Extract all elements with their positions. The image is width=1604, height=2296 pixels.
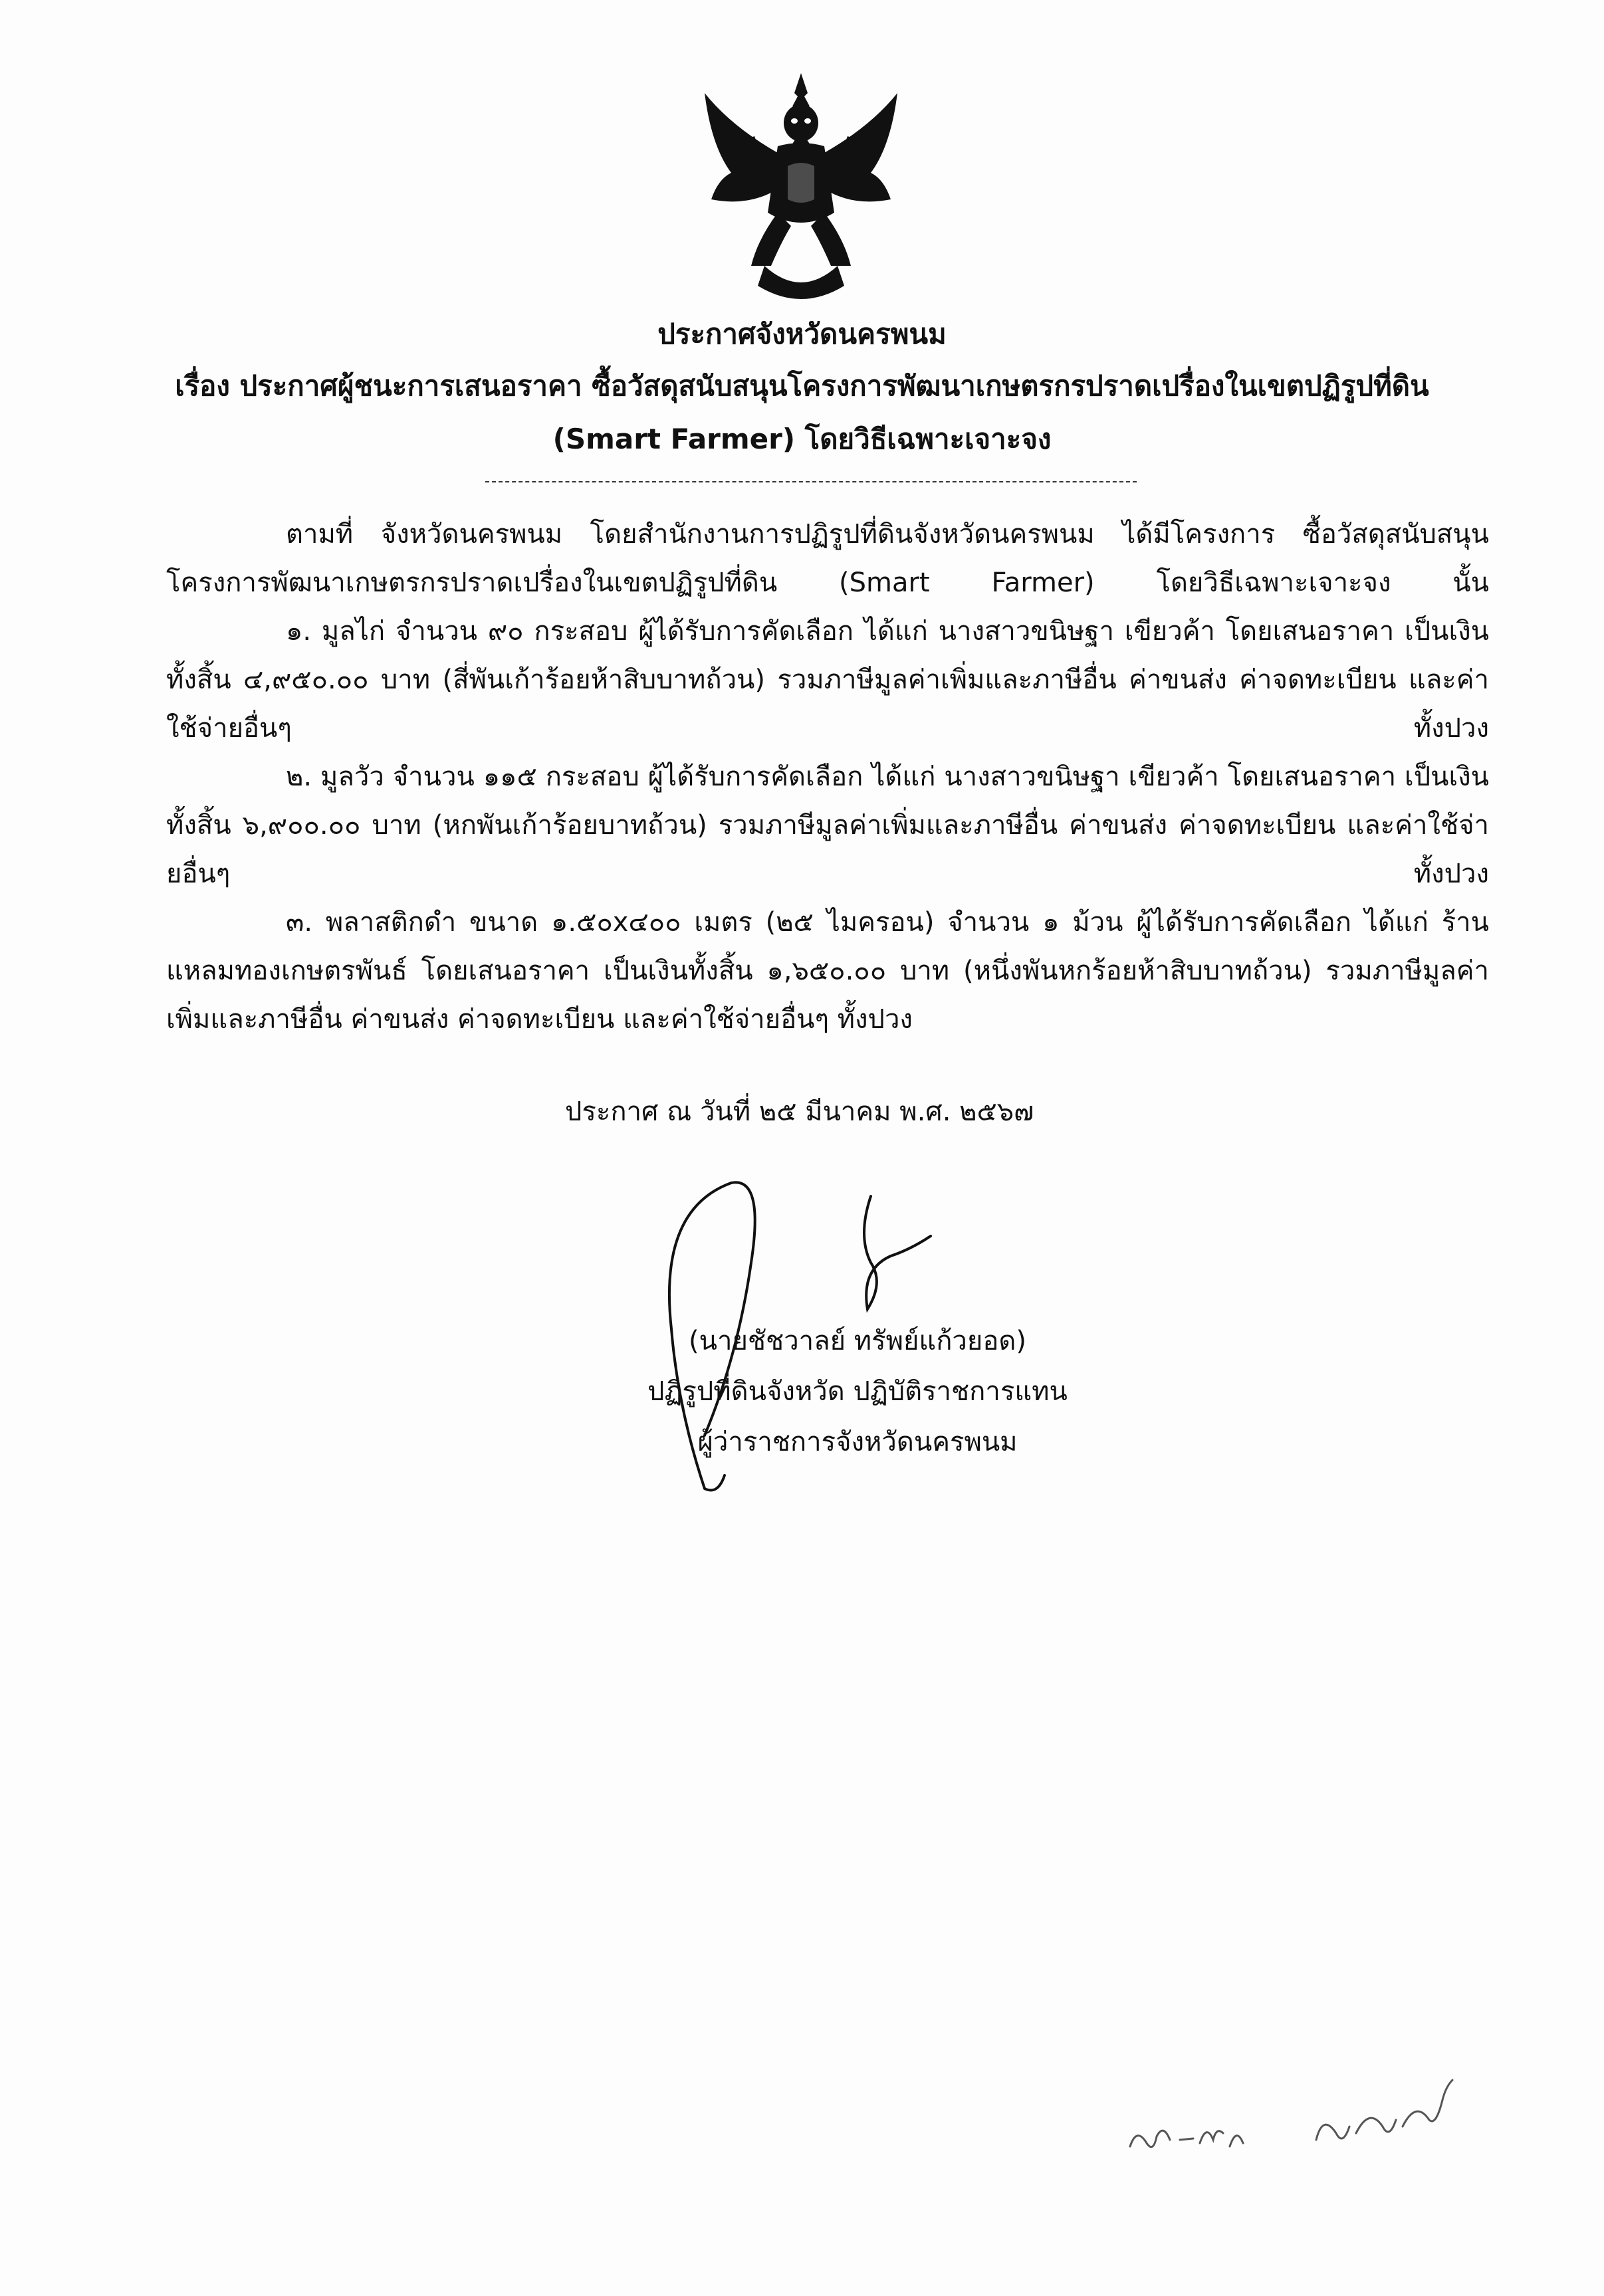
document-title: ประกาศจังหวัดนครพนม xyxy=(657,318,947,350)
item-paragraph-2: ๒. มูลวัว จำนวน ๑๑๕ กระสอบ ผู้ได้รับการคัดเลือก ได้แก่ นางสาวขนิษฐา เขียวค้า โดยเสนอราคา เป็นเงินทั้งสิ้น ๖,๙๐๐.๐๐ บาท (หกพันเก้าร้อยบาทถ้วน) รวมภาษีมูลค่าเพิ่มและภาษีอื่น ค่าขนส่ง ค่าจดทะเบียน และค่าใช้จ่ายอื่นๆ ทั้งปวง xyxy=(166,762,1489,889)
item-paragraph-3: ๓. พลาสติกดำ ขนาด ๑.๕๐x๔๐๐ เมตร (๒๕ ไมครอน) จำนวน ๑ ม้วน ผู้ได้รับการคัดเลือก ได้แก่ ร้านแหลมทองเกษตรพันธ์ โดยเสนอราคา เป็นเงินทั้งสิ้น ๑,๖๕๐.๐๐ บาท (หนึ่งพันหกร้อยห้าสิบบาทถ้วน) รวมภาษีมูลค่าเพิ่มและภาษีอื่น ค่าขนส่ง ค่าจดทะเบียน และค่าใช้จ่ายอื่นๆ ทั้งปวง xyxy=(166,907,1489,1035)
signatory-name: (นายชัชวาลย์ ทรัพย์แก้วยอด) xyxy=(689,1326,1026,1356)
subject-line-1: เรื่อง ประกาศผู้ชนะการเสนอราคา ซื้อวัสดุสนับสนุนโครงการพัฒนาเกษตรกรปราดเปรื่องในเขตปฏิรูปที่ดิน xyxy=(175,369,1429,402)
subject-line-2: (Smart Farmer) โดยวิธีเฉพาะเจาะจง xyxy=(552,423,1052,455)
signatory-position-2: ผู้ว่าราชการจังหวัดนครพนม xyxy=(697,1427,1018,1457)
item-paragraph-1: ๑. มูลไก่ จำนวน ๙๐ กระสอบ ผู้ได้รับการคัดเลือก ได้แก่ นางสาวขนิษฐา เขียวค้า โดยเสนอราคา เป็นเงินทั้งสิ้น ๔,๙๕๐.๐๐ บาท (สี่พันเก้าร้อยห้าสิบบาทถ้วน) รวมภาษีมูลค่าเพิ่มและภาษีอื่น ค่าขนส่ง ค่าจดทะเบียน และค่าใช้จ่ายอื่นๆ ทั้งปวง xyxy=(166,616,1489,744)
announcement-date: ประกาศ ณ วันที่ ๒๕ มีนาคม พ.ศ. ๒๕๖๗ xyxy=(565,1096,1034,1127)
handwritten-note-icon xyxy=(1117,2060,1489,2180)
garuda-emblem-icon xyxy=(691,66,911,306)
document-body xyxy=(166,510,1489,1044)
title-divider xyxy=(485,481,1137,482)
signatory-position-1: ปฏิรูปที่ดินจังหวัด ปฏิบัติราชการแทน xyxy=(647,1376,1068,1407)
intro-paragraph: ตามที่ จังหวัดนครพนม โดยสำนักงานการปฏิรูปที่ดินจังหวัดนครพนม ได้มีโครงการ ซื้อวัสดุสนับสนุนโครงการพัฒนาเกษตรกรปราดเปรื่องในเขตปฏิรูปที่ดิน (Smart Farmer) โดยวิธีเฉพาะเจาะจง นั้น xyxy=(166,519,1489,598)
signature-block xyxy=(625,1316,1090,1467)
